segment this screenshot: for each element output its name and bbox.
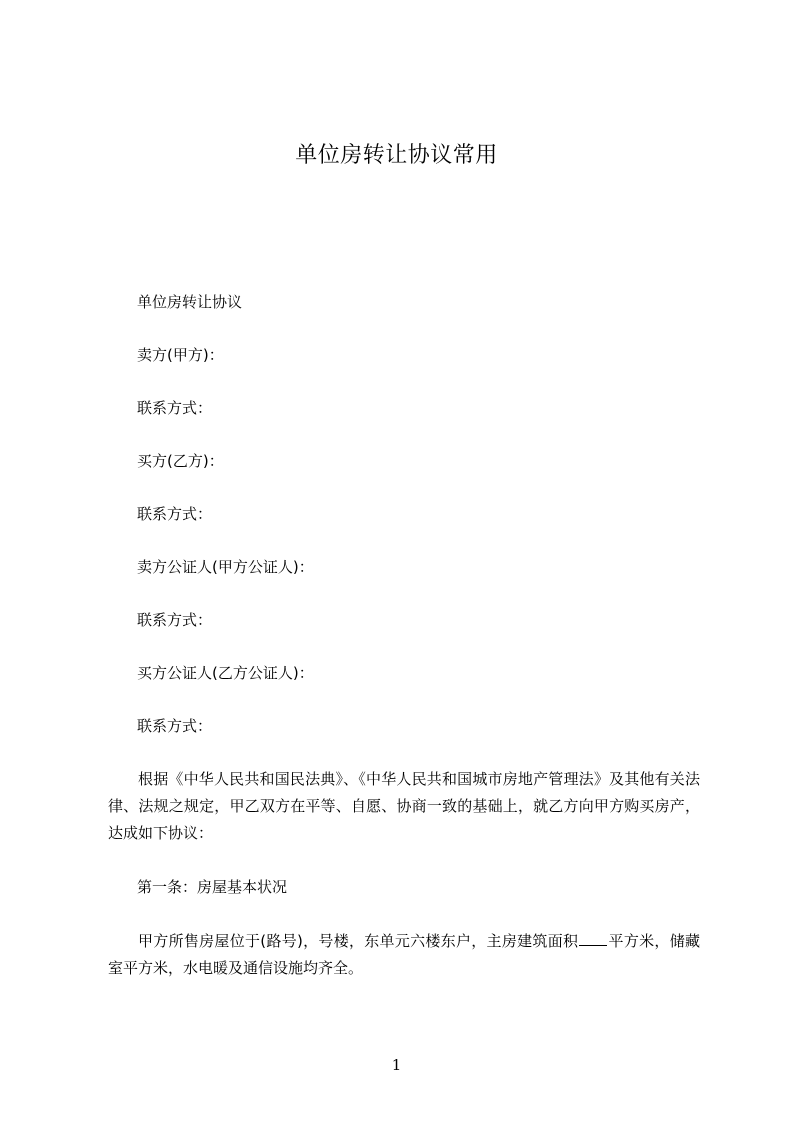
seller-notary-contact-line: 联系方式：: [137, 611, 213, 629]
buyer-notary-contact-line: 联系方式：: [137, 717, 213, 735]
page-number: 1: [391, 1056, 402, 1074]
article-1-body: [108, 928, 700, 982]
article-1-heading: 第一条：房屋基本状况: [137, 878, 288, 896]
buyer-contact-line: 联系方式：: [137, 505, 213, 523]
agreement-name-line: 单位房转让协议: [137, 293, 243, 311]
seller-notary-line: 卖方公证人(甲方公证人)：: [137, 558, 314, 576]
article-1-body-part2: 平方米，储藏室平方米，水电暖及通信设施均齐全。: [108, 932, 700, 977]
buyer-notary-line: 买方公证人(乙方公证人)：: [137, 664, 314, 682]
buyer-line: 买方(乙方)：: [137, 452, 224, 470]
seller-line: 卖方(甲方)：: [137, 346, 224, 364]
seller-contact-line: 联系方式：: [137, 399, 213, 417]
area-blank-line: [579, 931, 607, 946]
article-1-body-part1: 甲方所售房屋位于(路号)，号楼，东单元六楼东户，主房建筑面积: [138, 932, 579, 950]
preamble-paragraph: 根据《中华人民共和国民法典》、《中华人民共和国城市房地产管理法》及其他有关法律、法规之规定，甲乙双方在平等、自愿、协商一致的基础上，就乙方向甲方购买房产，达成如下协议：: [108, 770, 700, 842]
document-title: 单位房转让协议常用: [295, 143, 498, 168]
